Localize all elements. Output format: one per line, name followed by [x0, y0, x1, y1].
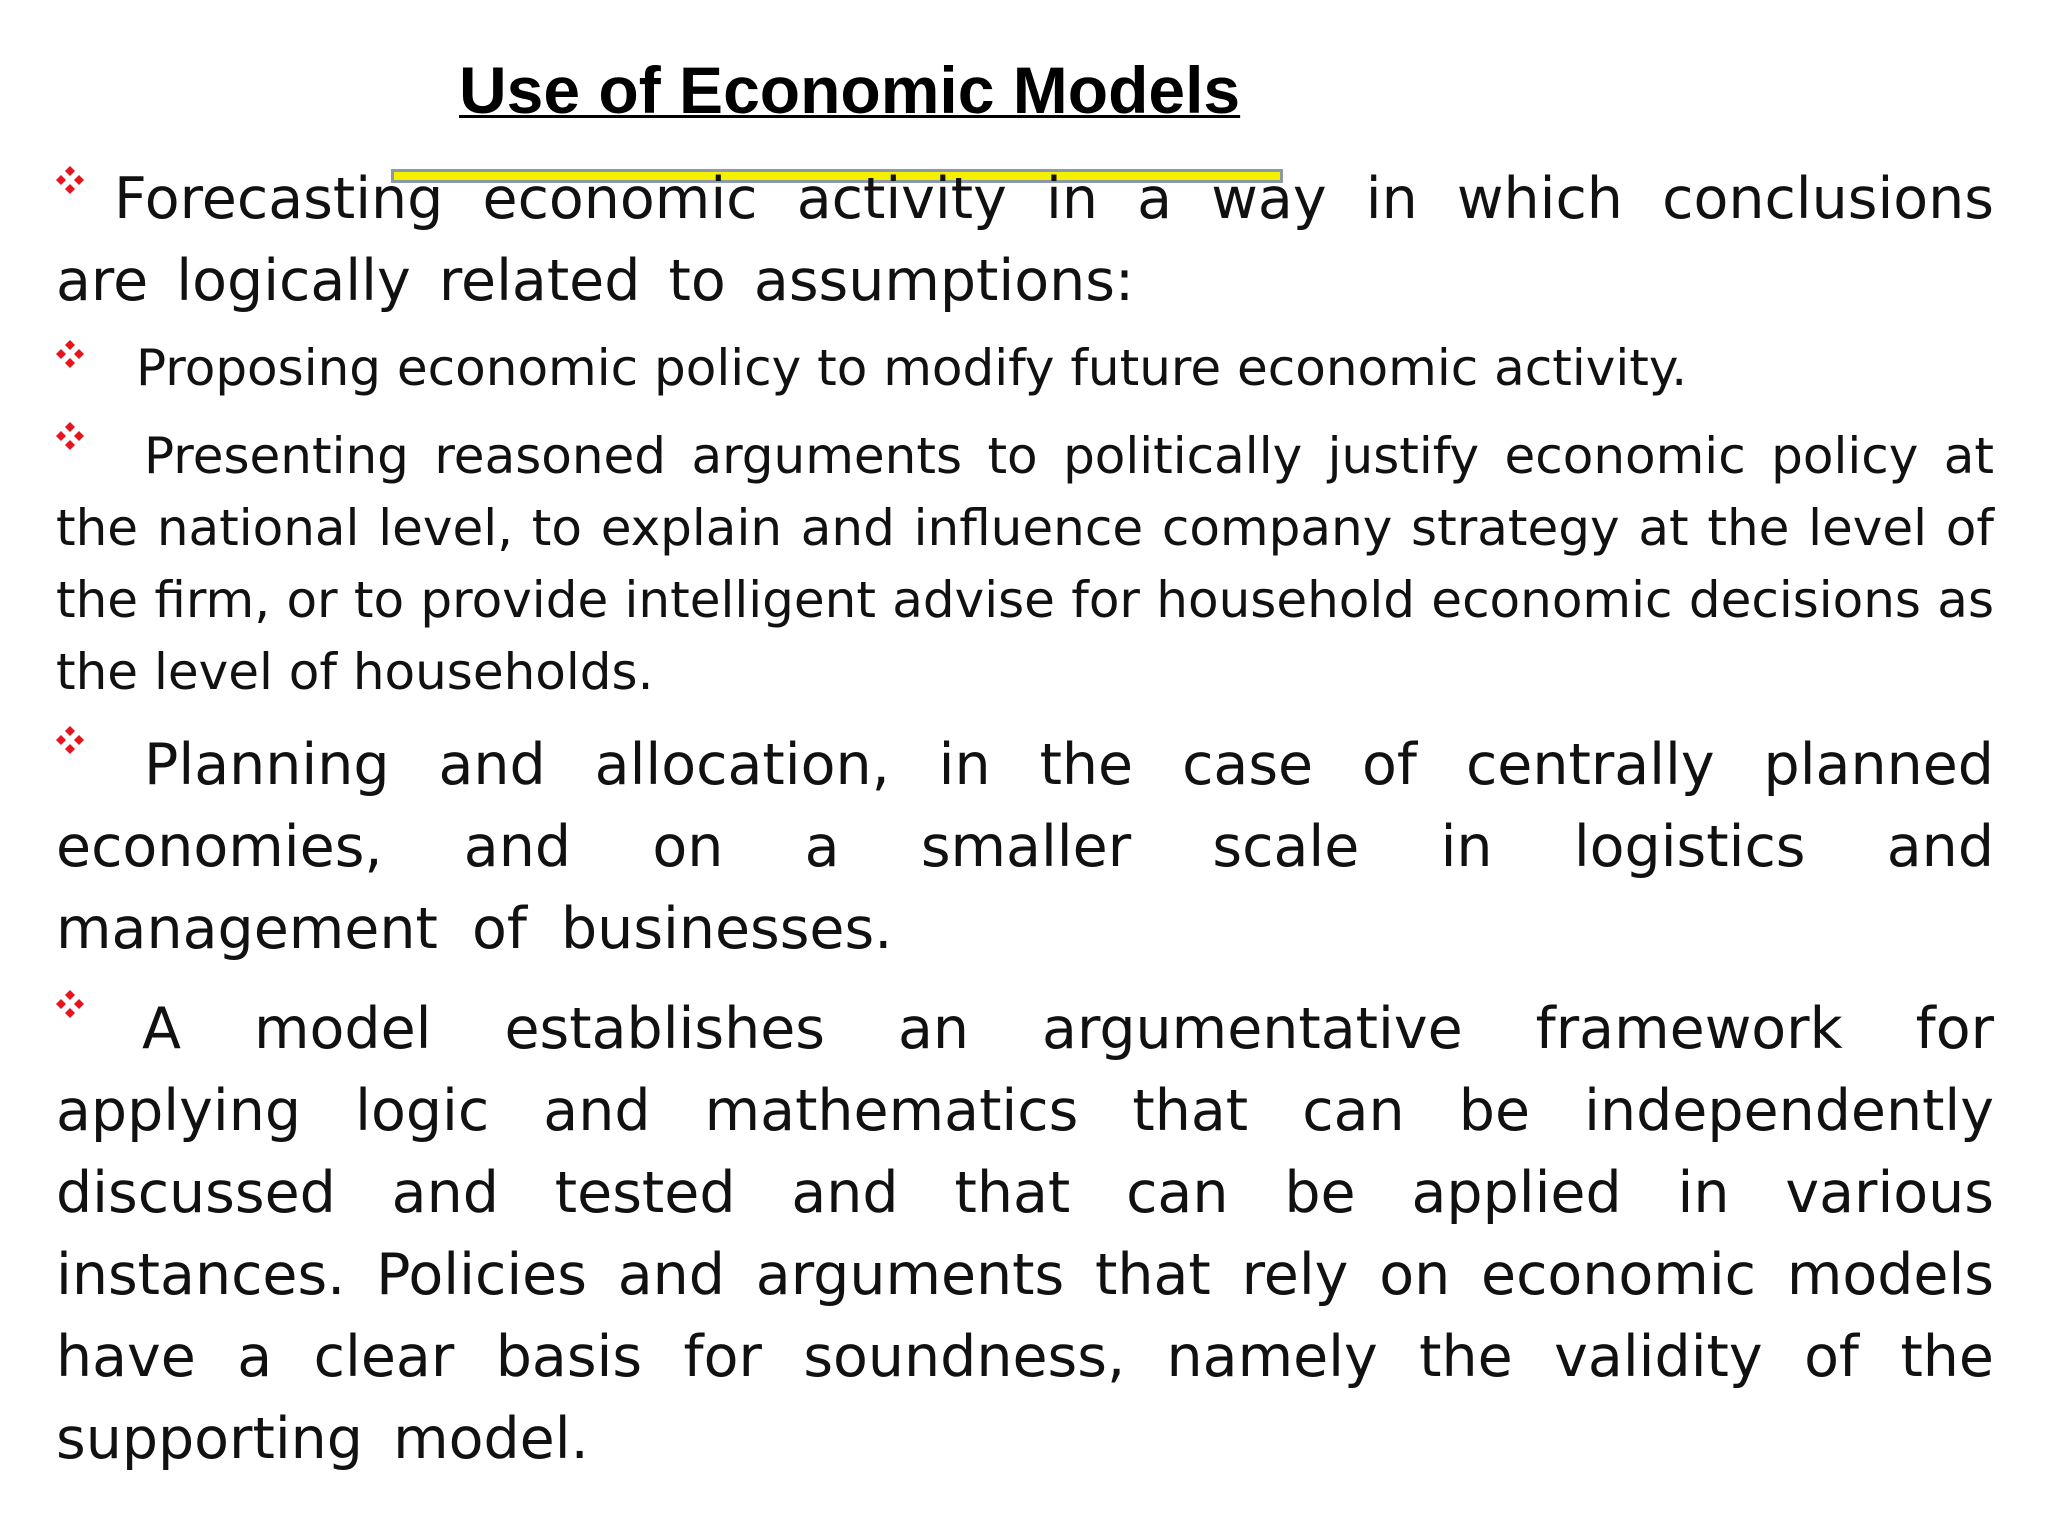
bullet-point-presenting — [56, 420, 1994, 708]
bullet-text: A model establishes an argumentative framework for applying logic and mathematics that can be independently discussed and tested and that can be applied in various instances. Policies and arguments that rely on economic models have a clear basis for soundness, namely the validity of the supporting model. — [56, 996, 1994, 1472]
four-diamond-bullet-icon — [56, 340, 84, 368]
bullet-point-planning — [56, 724, 1994, 970]
four-diamond-bullet-icon — [56, 422, 84, 450]
bullet-text: Planning and allocation, in the case of centrally planned economies, and on a smaller scale in logistics and management of businesses. — [56, 732, 1994, 962]
four-diamond-bullet-icon — [56, 990, 84, 1018]
title-block — [391, 50, 1283, 138]
slide-title: Use of Economic Models — [459, 53, 1241, 127]
bullet-point-forecasting — [56, 158, 1994, 322]
bullet-point-model-framework — [56, 988, 1994, 1480]
bullet-point-proposing — [56, 336, 1994, 400]
four-diamond-bullet-icon — [56, 726, 84, 754]
bullet-text: Forecasting economic activity in a way in which conclusions are logically related to assumptions: — [56, 166, 1994, 314]
four-diamond-bullet-icon — [56, 166, 84, 194]
bullet-text: Presenting reasoned arguments to politically justify economic policy at the national level, to explain and influence company strategy at the level of the firm, or to provide intelligent advise for household economic decisions as the level of households. — [56, 427, 1994, 701]
bullet-text: Proposing economic policy to modify future economic activity. — [136, 339, 1688, 397]
